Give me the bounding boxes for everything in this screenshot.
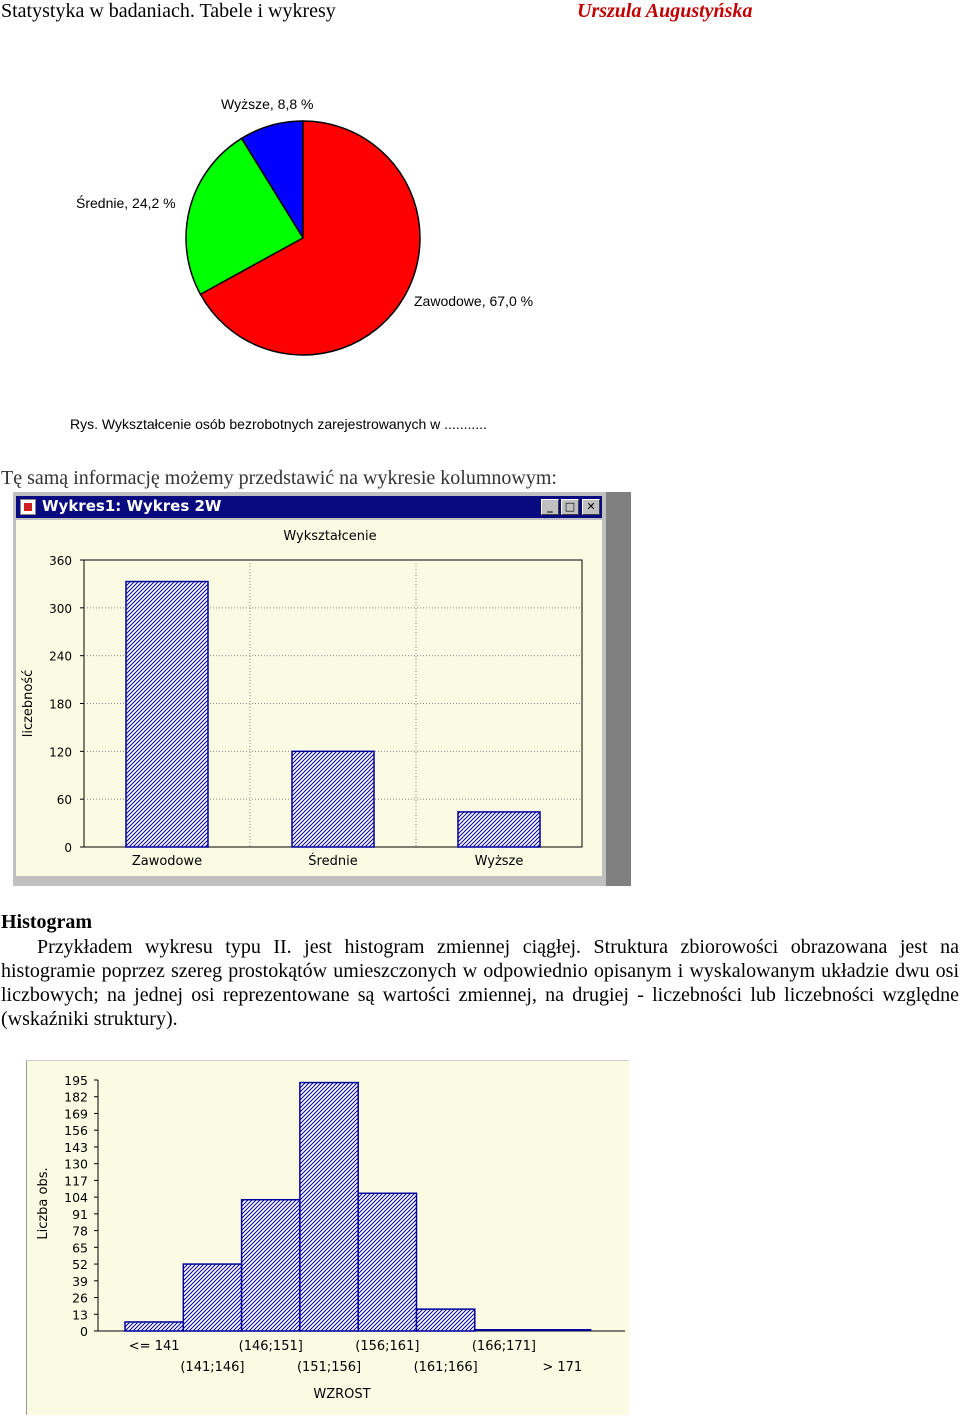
column-category-label: Średnie bbox=[308, 854, 358, 869]
window-client-area bbox=[16, 520, 602, 876]
histogram-category-label: (166;171] bbox=[471, 1339, 537, 1354]
pie-label-srednie: Średnie, 24,2 % bbox=[76, 195, 176, 211]
histogram-category-label: > 171 bbox=[542, 1360, 583, 1375]
column-ytick-label: 0 bbox=[64, 841, 72, 855]
histogram-frame bbox=[26, 1060, 629, 1415]
histogram-ytick-label: 143 bbox=[64, 1139, 88, 1155]
histogram-category-label: (161;166] bbox=[413, 1360, 478, 1375]
window-titlebar[interactable] bbox=[16, 496, 602, 518]
header-title: Statystyka w badaniach. Tabele i wykresy bbox=[1, 0, 336, 22]
app-icon[interactable] bbox=[20, 499, 36, 515]
column-ytick-label: 240 bbox=[49, 649, 72, 664]
histogram-bar bbox=[125, 1322, 183, 1331]
histogram-ytick-label: 156 bbox=[64, 1123, 88, 1139]
histogram-ylabel: Liczba obs. bbox=[36, 1167, 51, 1240]
histogram-ytick-label: 130 bbox=[64, 1156, 88, 1172]
column-bar bbox=[292, 751, 374, 847]
histogram-category-label: (141;146] bbox=[180, 1360, 245, 1375]
pie-caption: Rys. Wykształcenie osób bezrobotnych zarejestrowanych w ........... bbox=[70, 416, 487, 432]
histogram-bar bbox=[183, 1264, 241, 1331]
histogram-xlabel: WZROST bbox=[313, 1387, 371, 1402]
minimize-button[interactable]: _ bbox=[541, 499, 559, 515]
column-ylabel: liczebność bbox=[21, 669, 36, 738]
maximize-button[interactable]: □ bbox=[561, 499, 579, 515]
histogram-ytick-label: 195 bbox=[64, 1073, 88, 1088]
paragraph-text: Przykładem wykresu typu II. jest histogram zmiennej ciągłej. Struktura zbiorowości obrazowana jest na histogramie poprzez szereg prostokątów umieszczonych w odpowiednio opisanym i wyskalowanym układzie dwu osi liczbowych; na jednej osi reprezentowane są wartości zmiennej, na drugiej - liczebności lub liczebności względne (wskaźniki struktury). bbox=[1, 936, 959, 1030]
histogram-chart bbox=[27, 1061, 629, 1415]
histogram-ytick-label: 182 bbox=[64, 1089, 88, 1105]
section-paragraph bbox=[1, 935, 959, 1031]
histogram-category-label: (156;161] bbox=[355, 1339, 420, 1354]
histogram-bar bbox=[300, 1083, 358, 1331]
column-bar bbox=[458, 812, 540, 847]
histogram-ytick-label: 65 bbox=[72, 1240, 88, 1256]
histogram-ytick-label: 117 bbox=[64, 1173, 88, 1189]
histogram-ytick-label: 169 bbox=[64, 1106, 88, 1122]
histogram-bar bbox=[417, 1309, 475, 1331]
close-button[interactable]: ✕ bbox=[582, 499, 600, 515]
pie-label-wyzsze: Wyższe, 8,8 % bbox=[221, 96, 314, 112]
histogram-bar bbox=[242, 1200, 300, 1331]
column-chart-title: Wykształcenie bbox=[283, 529, 377, 544]
column-category-label: Wyższe bbox=[474, 854, 524, 869]
column-ytick-label: 120 bbox=[49, 745, 72, 760]
histogram-ytick-label: 0 bbox=[80, 1324, 88, 1339]
histogram-ytick-label: 104 bbox=[64, 1190, 88, 1206]
histogram-ytick-label: 13 bbox=[72, 1307, 88, 1323]
histogram-ytick-label: 78 bbox=[72, 1223, 88, 1239]
pie-label-zawodowe: Zawodowe, 67,0 % bbox=[414, 293, 534, 309]
column-ytick-label: 60 bbox=[56, 793, 72, 808]
histogram-bar bbox=[358, 1193, 416, 1331]
column-ytick-label: 360 bbox=[49, 554, 72, 568]
chart-window bbox=[13, 492, 631, 886]
column-ytick-label: 180 bbox=[49, 697, 72, 712]
column-bar bbox=[126, 582, 208, 847]
intro-text: Tę samą informację możemy przedstawić na wykresie kolumnowym: bbox=[1, 467, 557, 489]
histogram-ytick-label: 26 bbox=[72, 1290, 88, 1306]
histogram-category-label: (146;151] bbox=[238, 1339, 303, 1354]
header-author: Urszula Augustyńska bbox=[577, 0, 753, 22]
window-title: Wykres1: Wykres 2W bbox=[42, 497, 222, 515]
column-category-label: Zawodowe bbox=[131, 854, 203, 869]
histogram-category-label: <= 141 bbox=[128, 1339, 180, 1354]
column-chart bbox=[16, 520, 602, 876]
histogram-ytick-label: 91 bbox=[72, 1206, 88, 1222]
column-ytick-label: 300 bbox=[49, 601, 72, 616]
histogram-category-label: (151;156] bbox=[296, 1360, 362, 1375]
section-heading: Histogram bbox=[1, 911, 93, 933]
window-scrollbar[interactable] bbox=[606, 492, 631, 886]
histogram-ytick-label: 52 bbox=[72, 1257, 88, 1273]
histogram-ytick-label: 39 bbox=[72, 1273, 88, 1289]
